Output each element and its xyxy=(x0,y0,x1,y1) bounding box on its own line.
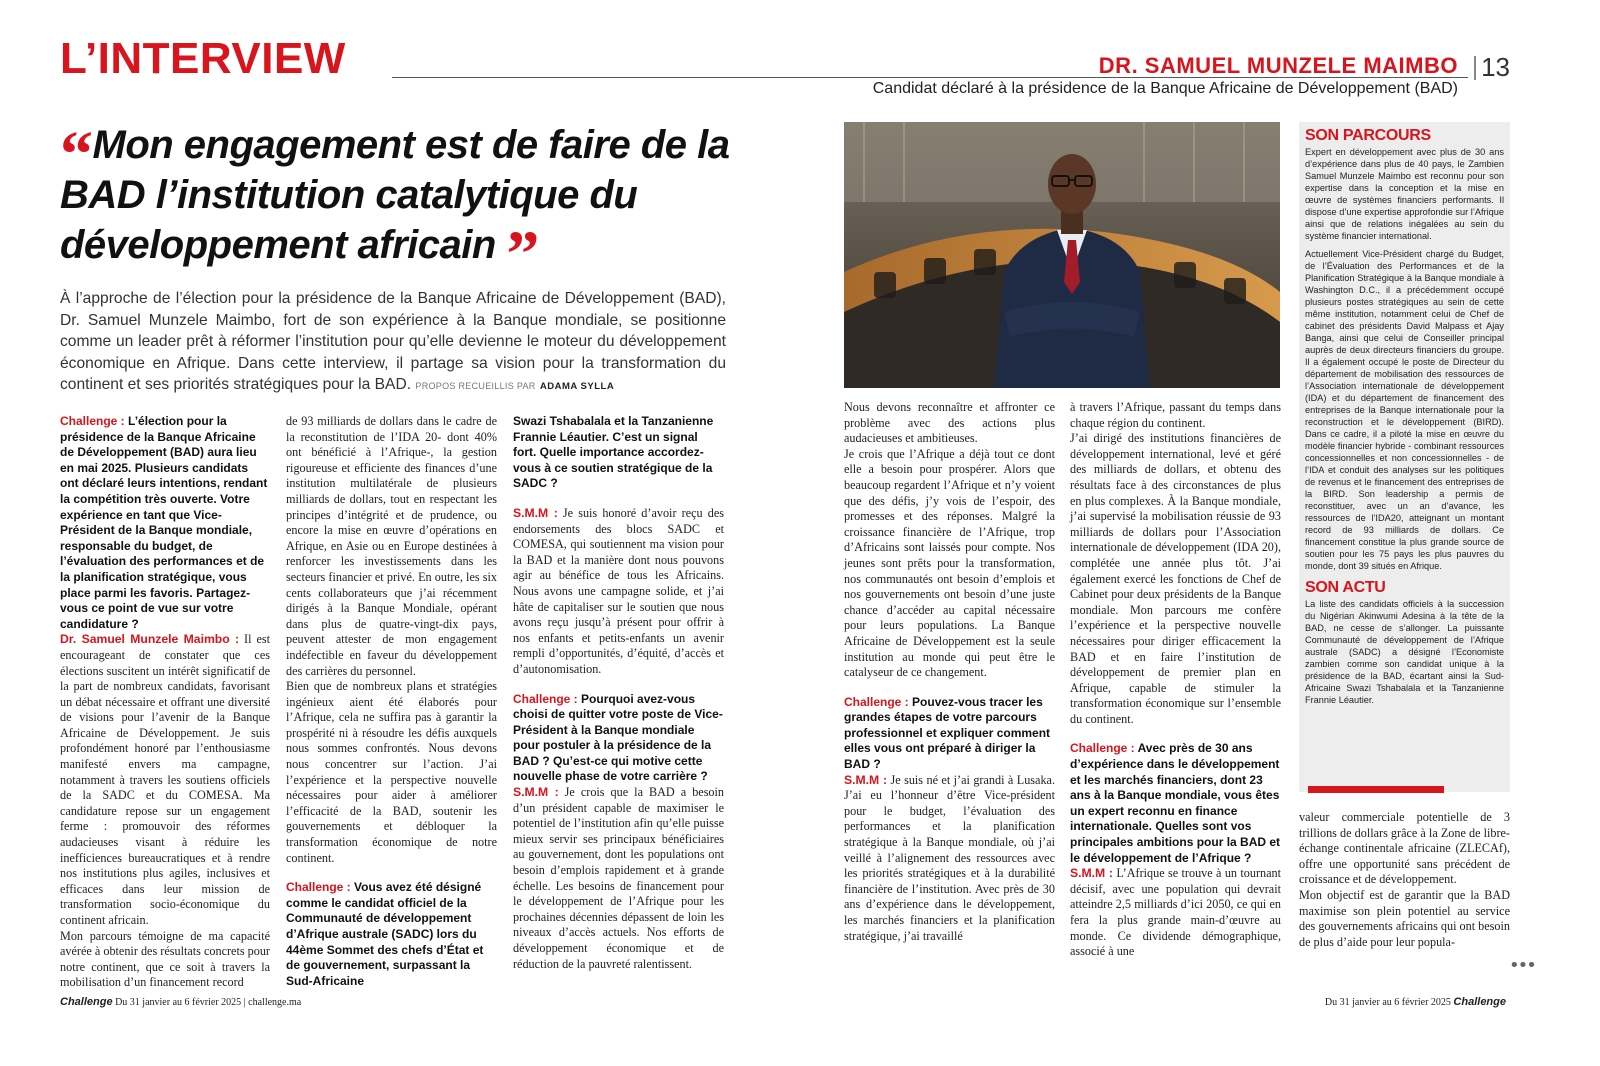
answer-4-continued: à travers l’Afrique, passant du temps dans chaque région du continent. xyxy=(1070,400,1281,430)
footer-brand: Challenge xyxy=(1453,996,1506,1008)
byline-name: ADAMA SYLLA xyxy=(539,381,615,392)
article-column-1 xyxy=(60,414,271,990)
article-column-4 xyxy=(844,400,1055,960)
question-4: Challenge : Pouvez-vous tracer les grandes étapes de votre parcours professionnel et expliquer comment elles vous ont préparé à diriger la BAD ? xyxy=(844,694,1051,772)
smm-label: S.M.M : xyxy=(1070,866,1113,881)
close-quote-mark: ” xyxy=(506,218,539,291)
question-2-continued: Swazi Tshabalala et la Tanzanienne Frannie Léautier. C’est un signal fort. Quelle importance accordez-vous à ce soutien stratégique de la SADC ? xyxy=(513,414,714,491)
answer-1-paragraph-2: Bien que de nombreux plans et stratégies ingénieux aient été élaborés pour l’Afrique, cela ne suffira pas à garantir la prospérité ni à résoudre les défis auxquels nous sommes confrontés. Nous devons nous concentrer sur l’action. J’ai l’expérience et la perspective nouvelle nécessaires pour aider à améliorer l’efficacité de la BAD, soutenir les gouvernements et débloquer la transformation économique de notre continent. xyxy=(286,679,497,865)
article-column-2 xyxy=(286,414,497,988)
answer-2: S.M.M : Je suis honoré d’avoir reçu des endorsements des blocs SADC et COMESA, qui soutiennent ma vision pour la BAD et la manière dont nous pouvons agir au bénéfice de tous les Africains. Nous avons une campagne solide, et j’ai hâte de capitaliser sur le soutien que nous avons reçu jusqu’à présent pour offrir à nos enfants et petits-enfants un avenir rempli d’opportunités, d’équité, d’accès et d’autonomisation. xyxy=(513,505,725,676)
answer-1-paragraph: Mon parcours témoigne de ma capacité avérée à obtenir des résultats concrets pour notre continent, que ce soit à travers la mobilisation d’un financement record xyxy=(60,928,270,990)
answer-5-continued: valeur commerciale potentielle de 3 trillions de dollars grâce à la Zone de libre-échange continentale africaine (ZLECAf), offre une opportunité sans précédent de croissance et de développement. xyxy=(1299,810,1510,887)
challenge-label: Challenge : xyxy=(60,414,125,428)
profile-sidebar xyxy=(1299,122,1510,792)
section-rubric: L’INTERVIEW xyxy=(60,34,346,83)
portrait-illustration xyxy=(844,122,1280,388)
sidebar-career-paragraph-2: Actuellement Vice-Président chargé du Budget, de l’Évaluation des Performances et de la Planification Stratégique à la Banque mondiale à Washington D.C., il a précédemment occupé plusieurs postes stratégiques au sein de cette même institution, notamment celui de Chef de cabinet des présidents David Malpass et Ajay Banga, ainsi que celui de Conseiller principal auprès de deux directeurs financiers du groupe. Il a également occupé le poste de Directeur du département de mobilisation des ressources de l’Association internationale de développement (IDA) et du département de financement des entreprises de la Banque internationale pour la reconstruction et le développement (BIRD). Dans ce cadre, il a piloté la mise en œuvre du modèle financier hybride - combinant ressources concessionnelles et non concessionnelles - de l’IDA et conduit des analyses sur les politiques de revenus et le financement des entreprises de la BIRD. Son leadership a permis de reconstituer, avec un an d’avance, les ressources de l’IDA20, atteignant un montant record de 93 milliards de dollars. Ce financement constitue la plus grande source de soutien pour les 75 pays les plus pauvres du monde, dont 39 situés en Afrique. xyxy=(1305,249,1504,571)
smm-label: S.M.M : xyxy=(513,785,559,800)
smm-full-label: Dr. Samuel Munzele Maimbo : xyxy=(60,632,240,647)
article-column-5 xyxy=(1070,400,1281,960)
answer-5: S.M.M : L’Afrique se trouve à un tournant décisif, avec une population qui devrait atteindre 2,5 milliards d’ici 2050, ce qui en fera la plus grande main-d’œuvre au monde. Ce dividende démographique, associé à une xyxy=(1070,866,1281,959)
question-3: Challenge : Pourquoi avez-vous choisi de quitter votre poste de Vice-Président à la Banque mondiale pour postuler à la présidence de la BAD ? Qu’est-ce qui motive cette nouvelle phase de votre carrière ? xyxy=(513,691,723,784)
answer-3-continued: Nous devons reconnaître et affronter ce problème avec des actions plus audacieuses et ambitieuses. xyxy=(844,400,1055,446)
question-5: Challenge : Avec près de 30 ans d’expérience dans le développement et les marchés financiers, dont 23 ans à la Banque mondiale, vous êtes un expert reconnu en finance internationale. Quelles sont vos principales ambitions pour la BAD et le développement de l’Afrique ? xyxy=(1070,741,1281,865)
portrait-photo xyxy=(844,122,1280,388)
footer-brand: Challenge xyxy=(60,996,113,1008)
challenge-label: Challenge : xyxy=(513,691,578,706)
headline xyxy=(60,118,760,291)
footer-website-link[interactable]: challenge.ma xyxy=(248,997,302,1008)
page-number-separator xyxy=(1474,56,1476,80)
footer-right xyxy=(1325,996,1506,1008)
sidebar-news-paragraph: La liste des candidats officiels à la succession du Nigérian Akinwumi Adesina à la tête de la BAD, ne cesse de s’allonger. La puissante Communauté de développement de l’Afrique australe (SADC) a désigné l’Economiste zambien comme son candidat unique à la présidence de la BAD, écartant ainsi la Sud-Africaine Swazi Tshabalala et la Tanzanienne Frannie Léautier. xyxy=(1305,599,1504,705)
byline-label: PROPOS RECUEILLIS PAR xyxy=(415,381,536,391)
question-2: Challenge : Vous avez été désigné comme le candidat officiel de la Communauté de développement d’Afrique australe (SADC) lors du 44ème Sommet des chefs d’État et de gouvernement, surpassant la Sud-Africaine xyxy=(286,880,484,988)
answer-3: S.M.M : Je crois que la BAD a besoin d’un président capable de maximiser le potentiel de l’institution afin qu’elle puisse mieux servir ses principaux bénéficiaires au gouvernement, dont les populations ont besoin d’emplois rapidement et à grande échelle. Les besoins de financement pour le développement de l’Afrique pour les prochaines décennies dépassent de loin les niveaux d’accès actuels. Nos efforts de développement économique et de réduction de la pauvreté ralentissent. xyxy=(513,785,725,971)
standfirst-text: À l’approche de l’élection pour la présidence de la Banque Africaine de Développement (BAD), Dr. Samuel Munzele Maimbo, fort de son expérience à la Banque mondiale, se positionne comme un leader prêt à réformer l’institution pour qu’elle devienne le moteur du développement économique en Afrique. Dans cette interview, il partage sa vision pour la transformation du continent et ses priorités stratégiques pour la BAD. xyxy=(60,290,726,393)
answer-5-paragraph: Mon objectif est de garantir que la BAD maximise son plein potentiel au service des gouvernements africains qui ont besoin de plus d’aide pour leur popula- xyxy=(1299,887,1510,949)
challenge-label: Challenge : xyxy=(1070,741,1135,756)
answer-3-paragraph: Je crois que l’Afrique a déjà tout ce dont elle a besoin pour prospérer. Alors que beaucoup regardent l’Afrique et n’y voient que des défis, j’y vois de l’espoir, des promesses et des réponses. Malgré la croissance financière de l’Afrique, trop d’Africains sont laissés pour compte. Nos jeunes sont prêts pour la transformation, nos communautés ont besoin d’emplois et nos gouvernements ont besoin d’une juste chance d’accéder au capital nécessaire pour leurs populations. La Banque Africaine de Développement est la seule institution au monde qui peut être le catalyseur de ce changement. xyxy=(844,446,1055,680)
question-1: Challenge : L’élection pour la présidence de la Banque Africaine de Développement (BAD) aura lieu en mai 2025. Plusieurs candidats ont déclaré leurs intentions, rendant la compétition très ouverte. Votre expérience en tant que Vice-Président de la Banque mondiale, responsable du budget, de l’évaluation des performances et de la planification stratégique, vous place parmi les favoris. Partagez-vous ce point de vue sur votre candidature ? xyxy=(60,414,268,631)
article-column-3 xyxy=(513,414,724,974)
challenge-label: Challenge : xyxy=(286,880,351,895)
footer-dates: Du 31 janvier au 6 février 2025 xyxy=(115,997,242,1008)
footer-left xyxy=(60,996,301,1008)
page-number: 13 xyxy=(1481,52,1510,82)
footer-separator: | xyxy=(243,997,246,1008)
headline-text: Mon engagement est de faire de la BAD l’institution catalytique du développement africain xyxy=(60,123,730,267)
standfirst xyxy=(60,288,726,398)
article-column-6 xyxy=(1299,810,1510,970)
interviewee-title: Candidat déclaré à la présidence de la Banque Africaine de Développement (BAD) xyxy=(872,80,1458,97)
sidebar-heading-news: SON ACTU xyxy=(1305,579,1386,596)
footer-dates: Du 31 janvier au 6 février 2025 xyxy=(1324,997,1451,1008)
smm-label: S.M.M : xyxy=(513,505,558,520)
answer-1: Dr. Samuel Munzele Maimbo : Il est encourageant de constater que ces élections suscitent un intérêt significatif de la part de nombreux candidats, favorisant un débat nécessaire et offrant une diversité de visions pour l’avenir de la Banque Africaine de Développement. Je suis profondément honoré par l’enthousiasme manifesté envers ma campagne, notamment à travers les soutiens officiels de la SADC et du COMESA. Ma candidature repose sur un engagement ferme : promouvoir des réformes audacieuses visant à réduire les inefficiences bureaucratiques et à rendre nos institutions plus agiles, inclusives et efficaces dans leur mission de transformation socio-économique du continent africain. xyxy=(60,632,271,927)
answer-4: S.M.M : Je suis né et j’ai grandi à Lusaka. J’ai eu l’honneur d’être Vice-président pour le budget, l’évaluation des performances et la planification stratégique à la Banque mondiale, où j’ai veillé à l’alignement des ressources avec les priorités stratégiques et à la durabilité financière de l’institution. Avec près de 30 ans d’expérience dans le développement, les marchés financiers et la planification stratégique, j’ai travaillé xyxy=(844,772,1055,943)
sidebar-career-paragraph-1: Expert en développement avec plus de 30 ans d’expérience dans plus de 40 pays, le Zambien Samuel Munzele Maimbo est reconnu pour son expertise dans la conception et la mise en œuvre de systèmes financiers performants. Il dispose d’une expertise approfondie sur l’Afrique ainsi que de relations inégalées au sein du système financier international. xyxy=(1305,147,1504,241)
interviewee-name: DR. SAMUEL MUNZELE MAIMBO xyxy=(1098,53,1458,78)
sidebar-accent-bar xyxy=(1308,786,1444,793)
challenge-label: Challenge : xyxy=(844,694,909,709)
smm-label: S.M.M : xyxy=(844,772,888,787)
answer-4-paragraph: J’ai dirigé des institutions financières de développement international, levé et géré des milliards de dollars, et obtenu des résultats face à des circonstances de plus en plus complexes. À la Banque mondiale, j’ai supervisé la mobilisation réussie de 93 milliards de dollars pour l’Association internationale de développement (IDA 20), complétée une année plus tôt. J’ai également exercé les fonctions de Chef de Cabinet pour deux présidents de la Banque mondiale. Mon parcours me confère l’expérience et la perspective nouvelle nécessaires pour diriger efficacement la BAD et en faire l’institution de développement de premier plan en Afrique, capable de stimuler la transformation économique sur l’ensemble du continent. xyxy=(1070,431,1281,726)
sidebar-heading-career: SON PARCOURS xyxy=(1305,127,1431,144)
continued-indicator: ••• xyxy=(1509,955,1535,976)
open-quote-mark: “ xyxy=(60,118,93,191)
answer-1-continued: de 93 milliards de dollars dans le cadre de la reconstitution de l’IDA 20- dont 40% ont bénéficié à l’Afrique-, la gestion rigoureuse et efficiente des finances d’une institution multilatérale de plusieurs milliards de dollars, tout en respectant les principes d’intégrité et de prudence, ou encore la mise en œuvre d’opérations en Afrique, en Asie ou en Europe destinées à renforcer les investissements dans les secteurs financier et privé. En outre, les six cents collaborateurs que j’ai récemment dirigés à la Banque Mondiale, opérant dans plus de quatre-vingt-dix pays, peuvent attester de mon engagement indéfectible en faveur du développement des carrières du personnel. xyxy=(286,414,497,678)
